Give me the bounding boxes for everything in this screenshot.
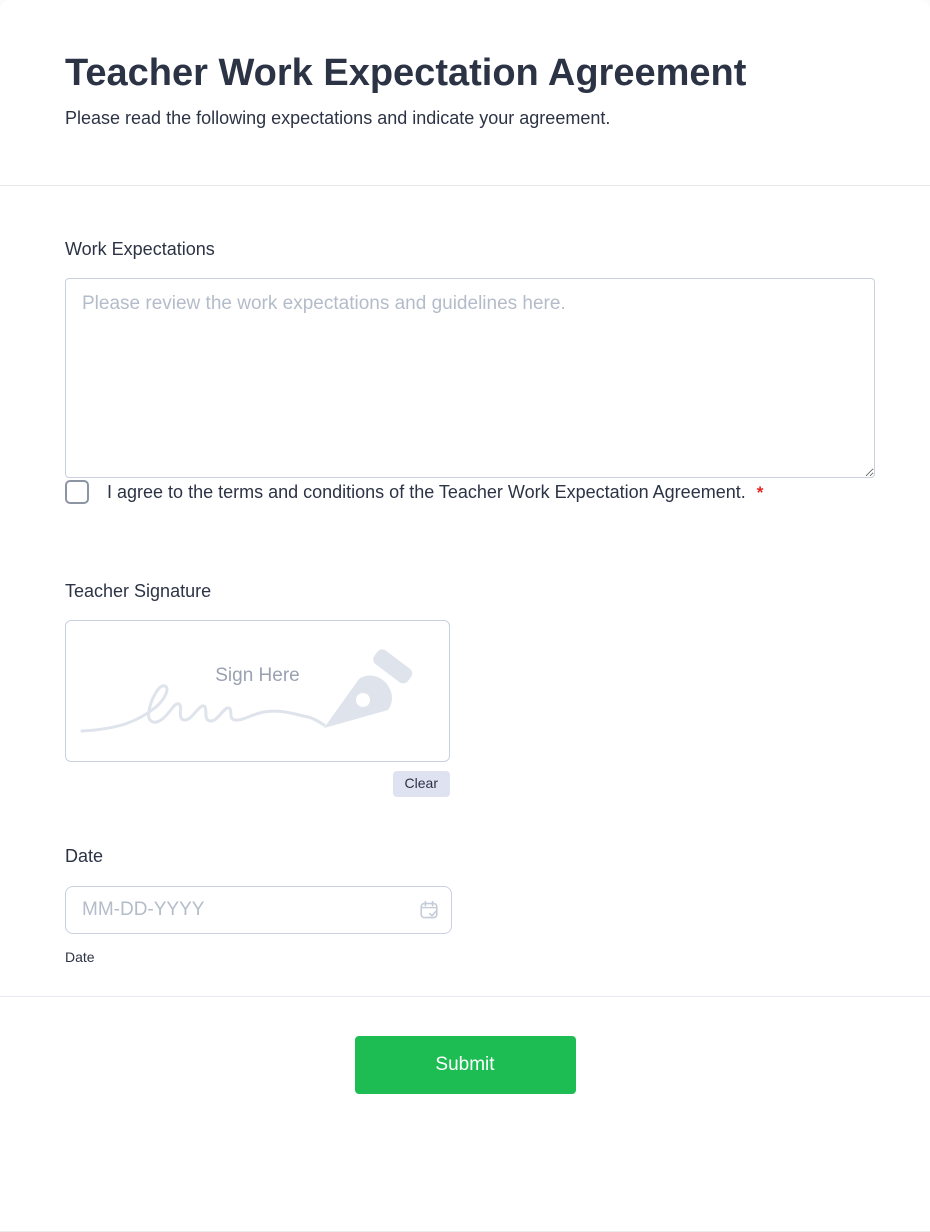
- submit-button[interactable]: Submit: [355, 1036, 576, 1094]
- agreement-field: [65, 482, 763, 502]
- form-title: Teacher Work Expectation Agreement: [65, 52, 747, 94]
- header-divider: [0, 185, 930, 186]
- form-footer: [0, 997, 930, 1146]
- date-label: Date: [65, 845, 104, 866]
- calendar-check-icon[interactable]: [419, 900, 439, 920]
- form-header: [0, 0, 930, 129]
- required-asterisk: *: [756, 482, 764, 502]
- teacher-signature-label: Teacher Signature: [65, 580, 212, 601]
- work-expectations-label: Work Expectations: [65, 238, 215, 259]
- form-body: [0, 239, 930, 965]
- agreement-checkbox[interactable]: [65, 480, 89, 504]
- agreement-label: I agree to the terms and conditions of the Teacher Work Expectation Agreement.: [107, 481, 746, 502]
- signature-pad[interactable]: [65, 620, 450, 762]
- sign-here-hint: Sign Here: [215, 664, 300, 686]
- date-field: [65, 886, 452, 934]
- work-expectations-textarea[interactable]: [65, 278, 875, 478]
- signature-actions: [65, 771, 450, 797]
- clear-signature-button[interactable]: Clear: [393, 771, 450, 797]
- date-sublabel: Date: [65, 948, 95, 965]
- signature-squiggle-graphic: [82, 686, 324, 731]
- date-input[interactable]: [65, 886, 452, 934]
- form-subtitle: Please read the following expectations and indicate your agreement.: [65, 107, 611, 128]
- pen-nib-icon: [66, 621, 451, 763]
